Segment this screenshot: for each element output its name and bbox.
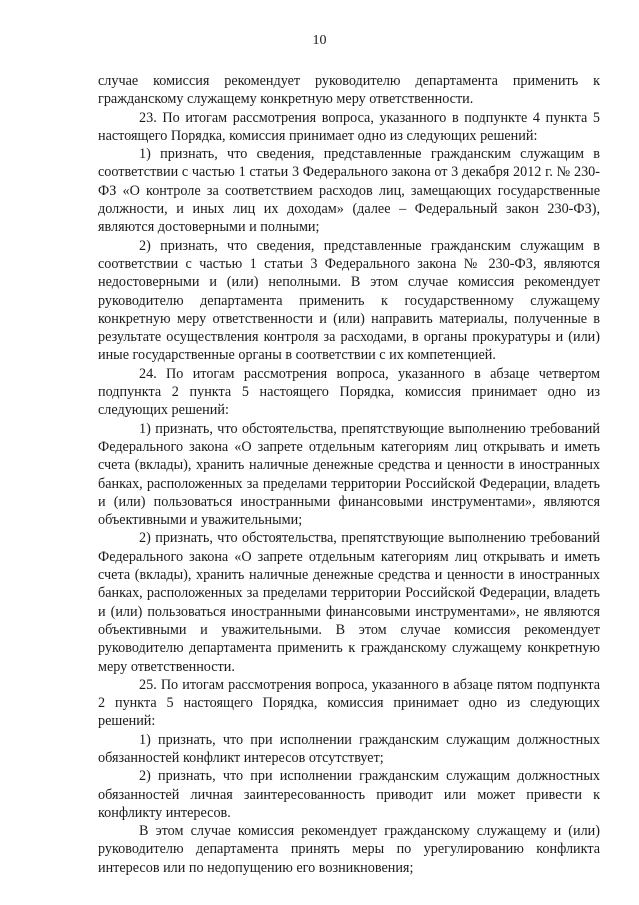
paragraph-item-23: 23. По итогам рассмотрения вопроса, указанного в подпункте 4 пункта 5 настоящего Порядка, комиссия принимает одно из следующих решений: — [98, 109, 600, 144]
paragraph-continuation: случае комиссия рекомендует руководителю департамента применить к гражданскому служащему конкретную меру ответственности. — [98, 73, 600, 108]
paragraph-item-23-1: 1) признать, что сведения, представленные гражданским служащим в соответствии с частью 1 статьи 3 Федерального закона от 3 декабря 2012 г. № 230-ФЗ «О контроле за соответствием расходов лиц, замещающих государственные должности, и иных лиц их доходам» (далее – Федеральный закон 230-ФЗ), являются достоверными и полными; — [98, 146, 600, 236]
paragraph-item-25-note: В этом случае комиссия рекомендует гражданскому служащему и (или) руководителю департамента принять меры по урегулированию конфликта интересов или по недопущению его возникновения; — [98, 823, 600, 876]
paragraph-item-25-1: 1) признать, что при исполнении гражданским служащим должностных обязанностей конфликт интересов отсутствует; — [98, 731, 600, 766]
paragraph-item-24: 24. По итогам рассмотрения вопроса, указанного в абзаце четвертом подпункта 2 пункта 5 настоящего Порядка, комиссия принимает одно из следующих решений: — [98, 365, 600, 419]
page-number: 10 — [312, 33, 327, 48]
paragraph-item-24-2: 2) признать, что обстоятельства, препятствующие выполнению требований Федерального закона «О запрете отдельным категориям лиц открывать и иметь счета (вклады), хранить наличные денежные средства и ценности в иностранных банках, расположенных за пределами территории Российской Федерации, владеть и (или) пользоваться иностранными финансовыми инструментами», не являются объективными и уважительными. В этом случае комиссия рекомендует руководителю департамента применить к гражданскому служащему конкретную меру ответственности. — [98, 530, 600, 675]
paragraph-item-24-1: 1) признать, что обстоятельства, препятствующие выполнению требований Федерального закона «О запрете отдельным категориям лиц открывать и иметь счета (вклады), хранить наличные денежные средства и ценности в иностранных банках, расположенных за пределами территории Российской Федерации, владеть и (или) пользоваться иностранными финансовыми инструментами», являются объективными и уважительными; — [98, 420, 600, 529]
paragraph-item-23-2: 2) признать, что сведения, представленные гражданским служащим в соответствии с частью 1 статьи 3 Федерального закона № 230-ФЗ, являются недостоверными и (или) неполными. В этом случае комиссия рекомендует руководителю департамента применить к государственному служащему конкретную меру ответственности и (или) направить материалы, полученные в результате осуществления контроля за расходами, в органы прокуратуры и (или) иные государственные органы в соответствии с их компетенцией. — [98, 237, 600, 364]
document-body — [98, 72, 600, 877]
paragraph-item-25-2: 2) признать, что при исполнении гражданским служащим должностных обязанностей личная заинтересованность приводит или может привести к конфликту интересов. — [98, 768, 600, 821]
paragraph-item-25: 25. По итогам рассмотрения вопроса, указанного в абзаце пятом подпункта 2 пункта 5 настоящего Порядка, комиссия принимает одно из следующих решений: — [98, 676, 600, 730]
